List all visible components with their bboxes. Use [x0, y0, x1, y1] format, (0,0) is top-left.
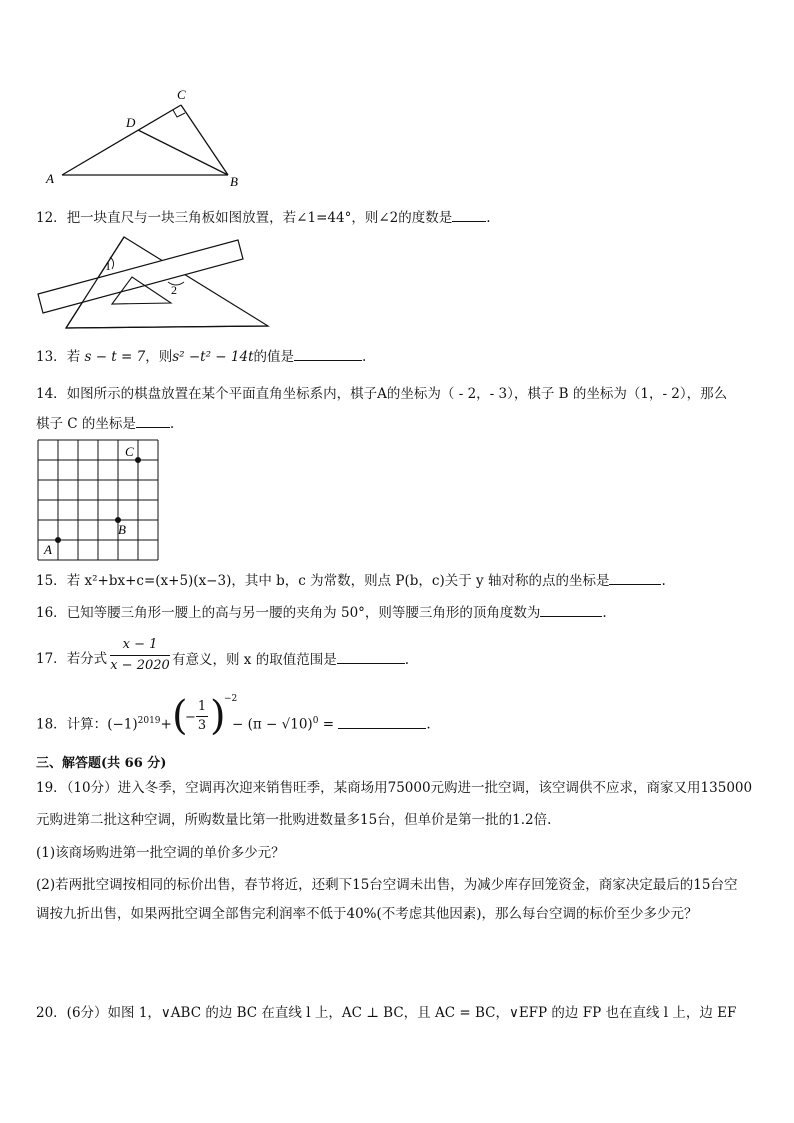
question-13 — [36, 346, 366, 367]
q18-end: . — [426, 716, 431, 733]
question-15 — [36, 570, 666, 591]
q18-term3: − (π − √10) — [232, 716, 313, 733]
q17-answer-blank[interactable] — [337, 649, 405, 664]
q18-equals: = — [322, 716, 335, 733]
label-c: C — [177, 87, 186, 102]
q13-end: . — [362, 349, 367, 365]
q18-frac-den: 3 — [197, 718, 207, 733]
q12-number: 12． — [36, 210, 67, 226]
segment-ac — [62, 105, 181, 175]
q13-text-b: ，则 — [145, 349, 173, 365]
q19-subquestion-2-line1: (2)若两批空调按相同的标价出售，春节将近，还剩下15台空调未出售，为减少库存回笼资金，商家决定最后的15台空 — [36, 877, 738, 893]
q16-text: 已知等腰三角形一腰上的高与另一腰的夹角为 50°，则等腰三角形的顶角度数为 — [66, 605, 541, 621]
q13-condition: s − t = 7 — [84, 349, 146, 365]
q17-number: 17． — [36, 651, 67, 667]
q17-denominator: x − 2020 — [110, 658, 170, 673]
q17-fraction — [110, 636, 170, 675]
label-a: A — [46, 171, 54, 186]
q14-line1: 如图所示的棋盘放置在某个平面直角坐标系内，棋子A的坐标为（ - 2，- 3），棋子 B 的坐标为（1，- 2），那么 — [66, 386, 728, 402]
q17-text-a: 若分式 — [66, 651, 108, 667]
question-17-tail — [172, 649, 409, 670]
q18-plus: + — [160, 716, 172, 733]
q13-number: 13． — [36, 349, 67, 365]
q13-text-a: 若 — [66, 349, 85, 365]
q19-subquestion-2-line2: 调按九折出售，如果两批空调全部售完利润率不低于40%(不考虑其他因素)，那么每台空调的标价至少多少元？ — [36, 906, 698, 922]
q12-text: 把一块直尺与一块三角板如图放置，若∠1=44°，则∠2的度数是 — [66, 210, 453, 226]
q18-frac-num: 1 — [197, 699, 207, 714]
q15-number: 15． — [36, 573, 67, 589]
question-18-tail — [232, 711, 431, 735]
segment-db — [138, 130, 228, 175]
label-piece-c: C — [125, 444, 134, 459]
label-d: D — [126, 115, 136, 130]
q12-end: . — [486, 210, 491, 226]
q15-text: 若 x²+bx+c=(x+5)(x−3)，其中 b，c 为常数，则点 P(b，c)关于 y 轴对称的点的坐标是 — [66, 573, 610, 589]
q14-line2: 棋子 C 的坐标是 — [36, 416, 136, 432]
q12-answer-blank[interactable] — [452, 207, 486, 222]
q16-answer-blank[interactable] — [540, 602, 602, 617]
question-12 — [36, 207, 491, 228]
q17-end: . — [404, 652, 409, 668]
figure-triangle-abc — [40, 85, 260, 190]
q17-numerator: x − 1 — [122, 637, 158, 652]
q18-term1: (−1) — [107, 716, 138, 733]
q13-expression: s² −t² − 14t — [172, 349, 254, 365]
figure-chessboard — [36, 438, 161, 564]
section-title-answers: 三、解答题(共 66 分) — [36, 756, 167, 771]
q16-number: 16． — [36, 605, 67, 621]
question-18 — [36, 711, 172, 735]
q15-end: . — [661, 573, 666, 589]
q15-answer-blank[interactable] — [609, 570, 661, 585]
angle-2-label: 2 — [171, 283, 177, 297]
q14-number: 14． — [36, 386, 67, 402]
right-angle-mark — [173, 110, 185, 117]
question-16 — [36, 602, 607, 623]
question-14-line1 — [36, 384, 727, 404]
segment-cb — [181, 105, 228, 175]
q19-subquestion-1: (1)该商场购进第一批空调的单价多少元？ — [36, 845, 285, 861]
q14-end: . — [169, 416, 175, 432]
q17-fraction-bar — [110, 655, 170, 656]
q17-text-b: 有意义，则 x 的取值范围是 — [172, 652, 337, 668]
label-piece-b: B — [118, 522, 126, 537]
label-piece-a: A — [44, 542, 52, 557]
question-14-line2 — [36, 413, 174, 434]
label-b: B — [230, 174, 238, 189]
piece-c — [135, 457, 141, 463]
q18-minus-sign: − — [185, 710, 196, 725]
question-17 — [36, 649, 107, 669]
figure-ruler-triangle — [36, 232, 276, 332]
angle-1-label: 1 — [105, 259, 111, 273]
q19-line2: 元购进第二批这种空调，所购数量比第一批购进数量多15台，但单价是第一批的1.2倍. — [36, 812, 552, 828]
q18-number: 18． — [36, 716, 67, 733]
q18-exp3: 0 — [312, 716, 319, 726]
q18-text: 计算： — [66, 716, 108, 733]
q18-left-paren: ( — [172, 693, 188, 739]
q14-answer-blank[interactable] — [136, 413, 170, 428]
q16-end: . — [602, 605, 607, 621]
q13-answer-blank[interactable] — [294, 346, 362, 361]
q18-right-paren: ) — [210, 693, 226, 739]
q18-exp1: 2019 — [137, 716, 161, 726]
q19-line1: 19．（10分）进入冬季，空调再次迎来销售旺季，某商场用75000元购进一批空调，该空调供不应求，商家又用135000 — [36, 780, 753, 796]
q20-line1: 20．(6分）如图 1，∨ABC 的边 BC 在直线 l 上，AC ⊥ BC，且 AC = BC，∨EFP 的边 FP 也在直线 l 上，边 EF — [36, 1005, 737, 1021]
piece-a — [55, 537, 61, 543]
q18-fraction — [196, 698, 208, 735]
q18-answer-blank[interactable] — [338, 714, 426, 729]
q18-exp2: −2 — [224, 694, 238, 704]
q13-text-c: 的值是 — [253, 349, 294, 365]
